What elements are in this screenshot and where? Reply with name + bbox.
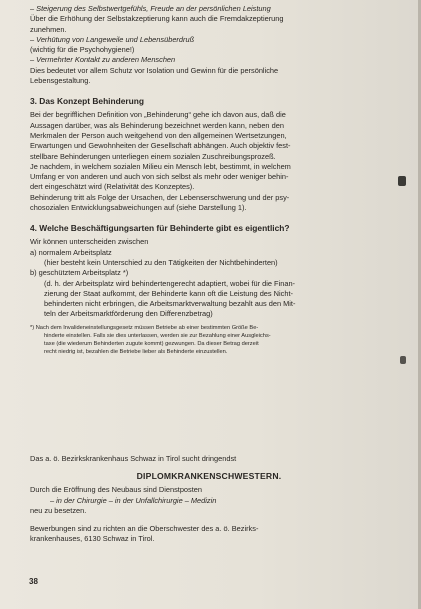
page-number: 38 xyxy=(29,577,38,586)
text-line: (hier besteht kein Unterschied zu den Tätigkeiten der Nichtbehinderten) xyxy=(44,257,278,267)
ad-contact: Bewerbungen sind zu richten an die Oberschwester des a. ö. Bezirks- xyxy=(30,523,259,533)
footnote-line: recht niedrig ist, bezahlen die Betriebe lieber als Behinderte einzustellen. xyxy=(44,349,228,355)
list-item: a) normalem Arbeitsplatz xyxy=(30,247,112,257)
section-heading: 4. Welche Beschäftigungsarten für Behinderte gibt es eigentlich? xyxy=(30,223,290,234)
ad-line: neu zu besetzen. xyxy=(30,506,87,516)
text-line: Erwartungen und Gewohnheiten der Gesellschaft abhängen. Auch objektiv fest- xyxy=(30,141,291,151)
text-line: dert eingeschätzt wird (Relativität des Konzeptes). xyxy=(30,182,195,192)
ad-contact: krankenhauses, 6130 Schwaz in Tirol. xyxy=(30,534,155,544)
text-line: Merkmalen der Person auch weitgehend von den allgemeinen Wertsetzungen, xyxy=(30,130,287,140)
text-line: – Verhütung von Langeweile und Lebensüberdruß xyxy=(30,34,195,44)
text-line: chosozialen Entwicklungsabweichungen auf (siehe Darstellung 1). xyxy=(30,203,247,213)
text-line: Lebensgestaltung. xyxy=(30,76,91,86)
footnote xyxy=(30,324,388,356)
job-advertisement xyxy=(30,454,388,544)
text-line: teln der Arbeitsmarktförderung den Differenzbetrag) xyxy=(44,309,213,319)
text-line: Bei der begrifflichen Definition von „Behinderung“ gehe ich davon aus, daß die xyxy=(30,110,286,120)
ad-intro: Das a. ö. Bezirkskrankenhaus Schwaz in Tirol sucht dringendst xyxy=(30,454,237,463)
footnote-line: *) Nach dem Invalideneinstellungsgesetz müssen Betriebe ab einer bestimmten Größe Be- xyxy=(30,324,259,331)
text-line: zierung der Staat aufkommt, der Behinderte kann oft die Leistung des Nicht- xyxy=(44,288,293,298)
text-line: – Steigerung des Selbstwertgefühls, Freude an der persönlichen Leistung xyxy=(30,4,271,13)
text-line: stellbare Behinderungen unterliegen einem sozialen Zuschreibungsprozeß. xyxy=(30,151,276,161)
text-line: Über die Erhöhung der Selbstakzeptierung kann auch die Fremdakzeptierung xyxy=(30,14,284,24)
text-column xyxy=(30,4,388,356)
text-line: zunehmen. xyxy=(30,24,67,34)
text-line: Je nachdem, in welchem sozialen Milieu ein Mensch lebt, bestimmt, in welchem xyxy=(30,161,291,171)
footnote-line: taxe (die wiederum Behinderten zugute kommt) gezwungen. Da dieser Betrag derzeit xyxy=(44,340,259,347)
margin-mark xyxy=(398,176,406,186)
footnote-line: hinderte einstellen. Falls sie dies unterlassen, werden sie zur Bezahlung einer Ausgleichs- xyxy=(44,332,271,339)
ad-line: – in der Chirurgie – in der Unfallchirurgie – Medizin xyxy=(50,495,217,505)
section-heading: 3. Das Konzept Behinderung xyxy=(30,96,145,107)
text-line: – Vermehrter Kontakt zu anderen Menschen xyxy=(30,55,176,65)
text-line: Umfang er von anderen und auch von sich selbst als mehr oder weniger behin- xyxy=(30,172,289,182)
text-line: Wir können unterscheiden zwischen xyxy=(30,237,149,247)
text-line: Dies bedeutet vor allem Schutz vor Isolation und Gewinn für die persönliche xyxy=(30,65,279,75)
text-line: (d. h. der Arbeitsplatz wird behindertengerecht adaptiert, wobei für die Finan- xyxy=(44,278,296,288)
list-item: b) geschütztem Arbeitsplatz *) xyxy=(30,268,129,278)
margin-mark xyxy=(400,356,406,364)
text-line: Behinderung tritt als Folge der Ursachen, der Lebenserschwerung und der psy- xyxy=(30,192,290,202)
ad-title: DIPLOMKRANKENSCHWESTERN. xyxy=(136,471,282,482)
text-line: behinderten nicht erbringen, die Arbeitsmarktverwaltung bezahlt aus den Mit- xyxy=(44,299,296,309)
section-intro xyxy=(30,4,388,86)
text-line: (wichtig für die Psychohygiene!) xyxy=(30,45,135,55)
section-body xyxy=(30,237,388,319)
text-line: Aussagen darüber, was als Behinderung bezeichnet werden kann, neben den xyxy=(30,120,284,130)
ad-line: Durch die Eröffnung des Neubaus sind Dienstposten xyxy=(30,485,203,495)
section-body xyxy=(30,110,388,213)
